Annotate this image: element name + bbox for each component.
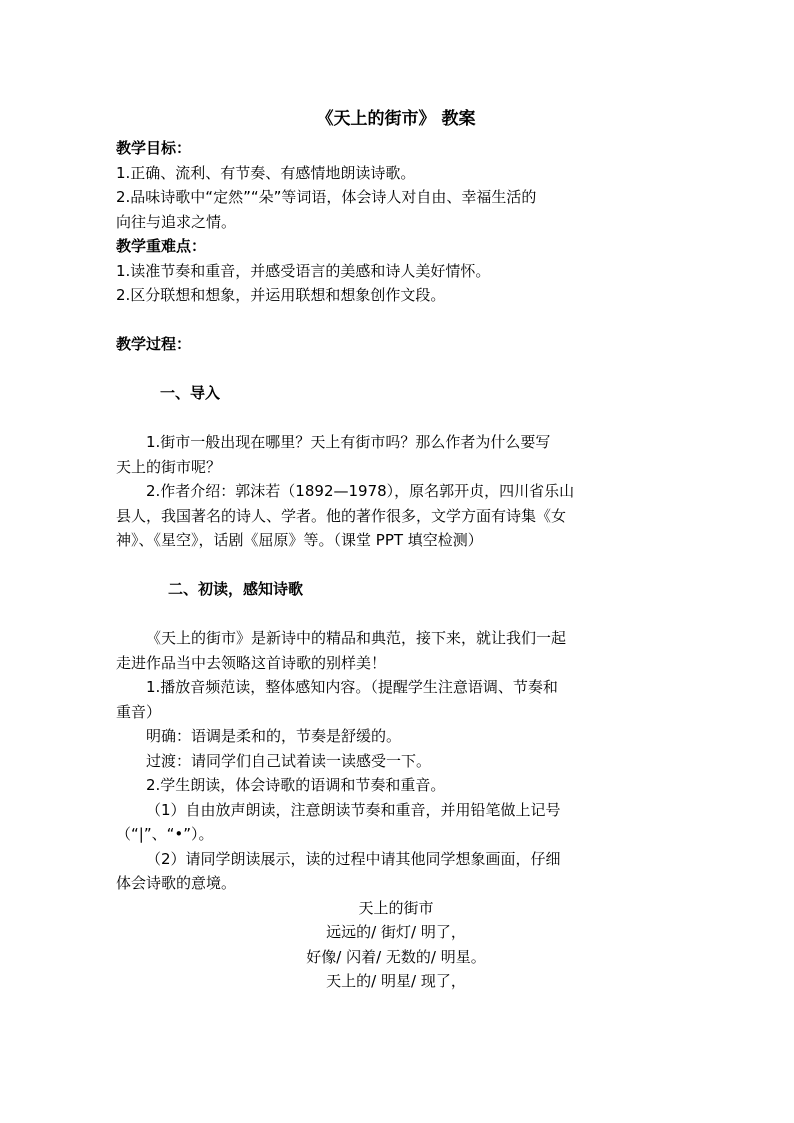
section1-line-4: 县人，我国著名的诗人、学者。他的著作很多，文学方面有诗集《女 (116, 506, 567, 525)
poem-line-3: 天上的/ 明星/ 现了， (326, 972, 466, 990)
section2-line-2: 走进作品当中去领略这首诗歌的别样美！ (116, 653, 387, 672)
poem-line-2: 好像/ 闪着/ 无数的/ 明星。 (306, 947, 486, 966)
spacer (116, 553, 676, 578)
spacer (116, 308, 676, 333)
section2-line-10: （2）请同学朗读展示，读的过程中请其他同学想象画面，仔细 (146, 849, 561, 868)
objective-line-2: 2.品味诗歌中“定然”“朵”等词语，体会诗人对自由、幸福生活的 (116, 188, 537, 206)
spacer (116, 406, 676, 431)
document-title: 《天上的街市》 教案 (316, 109, 476, 129)
poem-title: 天上的街市 (358, 898, 434, 917)
section2-line-4: 重音） (116, 702, 162, 721)
section1-line-2: 天上的街市呢？ (116, 457, 222, 476)
section2-line-11: 体会诗歌的意境。 (116, 874, 237, 892)
section2-line-8: （1）自由放声朗读，注意朗读节奏和重音，并用铅笔做上记号 (146, 800, 561, 819)
poem-line-1: 远远的/ 街灯/ 明了， (326, 923, 466, 941)
section2-line-3: 1.播放音频范读，整体感知内容。（提醒学生注意语调、节奏和 (146, 678, 558, 696)
keypoints-heading: 教学重难点： (116, 237, 207, 255)
section1-line-3: 2.作者介绍：郭沫若（1892—1978），原名郭开贞，四川省乐山 (146, 482, 575, 500)
process-heading: 教学过程： (116, 335, 192, 353)
objective-line-1: 1.正确、流利、有节奏、有感情地朗读诗歌。 (116, 163, 416, 182)
spacer (116, 357, 676, 382)
section2-line-1: 《天上的街市》是新诗中的精品和典范，接下来，就让我们一起 (146, 629, 567, 647)
section2-line-5: 明确：语调是柔和的，节奏是舒缓的。 (146, 727, 402, 745)
spacer (116, 602, 676, 627)
objective-line-3: 向往与追求之情。 (116, 212, 237, 231)
section2-line-6: 过渡：请同学们自己试着读一读感受一下。 (146, 751, 432, 770)
section2-heading: 二、初读，感知诗歌 (168, 580, 304, 598)
section2-line-7: 2.学生朗读，体会诗歌的语调和节奏和重音。 (146, 776, 446, 794)
keypoint-line-2: 2.区分联想和想象，并运用联想和想象创作文段。 (116, 286, 446, 304)
section1-heading: 一、导入 (160, 384, 221, 402)
section1-line-5: 神》、《星空》，话剧《屈原》等。（课堂 PPT 填空检测） (116, 531, 483, 549)
objectives-heading: 教学目标： (116, 139, 192, 157)
section2-line-9: （“|”、“•”）。 (116, 825, 214, 843)
keypoint-line-1: 1.读准节奏和重音，并感受语言的美感和诗人美好情怀。 (116, 261, 491, 280)
document-page (116, 104, 676, 994)
section1-line-1: 1.街市一般出现在哪里？天上有街市吗？那么作者为什么要写 (146, 433, 551, 451)
